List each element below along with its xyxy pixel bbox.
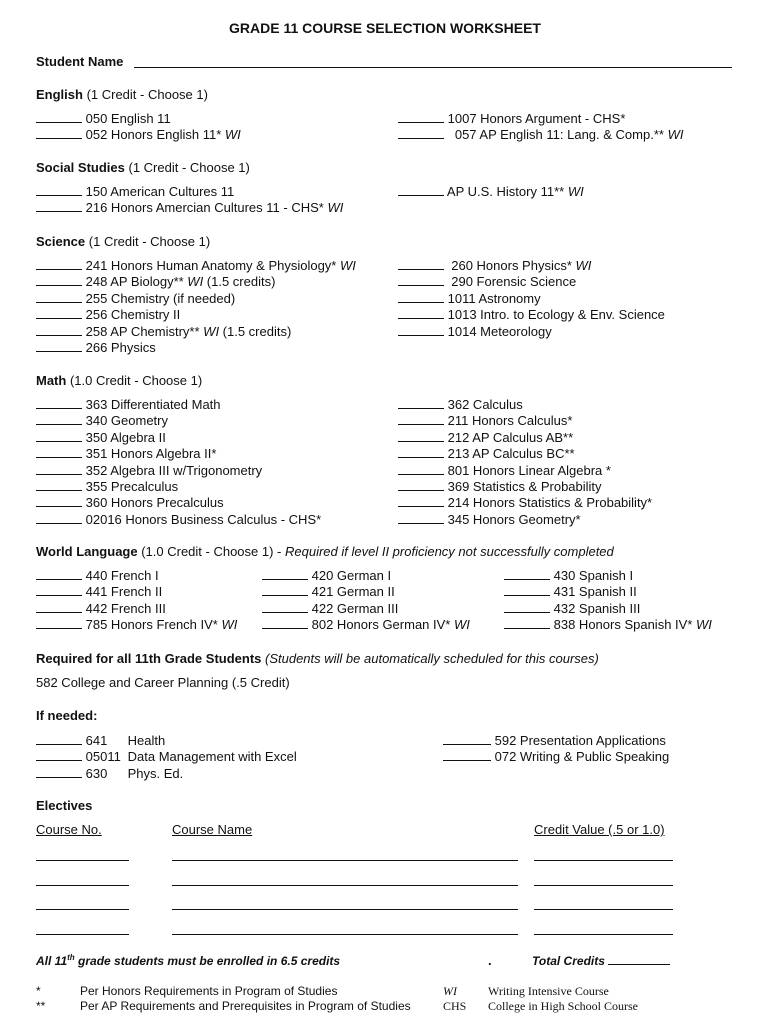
social-course-blank[interactable]: [36, 184, 82, 196]
math-course: [398, 413, 572, 429]
science-course-after: (1.5 credits): [203, 274, 276, 290]
english-course-blank[interactable]: [398, 111, 444, 123]
science-course-blank[interactable]: [36, 291, 82, 303]
spanish-course: [504, 617, 712, 633]
science-course-wi: WI: [339, 258, 356, 273]
math-course-blank[interactable]: [398, 413, 444, 425]
student-name-label: Student Name: [36, 54, 124, 69]
english-course-label: 052 Honors English 11*: [85, 127, 225, 143]
language-heading-title: World Language: [36, 544, 138, 559]
english-course-label: 050 English 11: [85, 111, 171, 126]
math-course: [398, 479, 602, 495]
math-course-blank[interactable]: [36, 463, 82, 475]
math-course-label: 214 Honors Statistics & Probability*: [447, 495, 653, 511]
elective-course-name-field[interactable]: [172, 885, 518, 886]
social-course: [36, 200, 343, 216]
social-course: [36, 184, 234, 200]
spanish-course-blank[interactable]: [504, 601, 550, 613]
math-course-blank[interactable]: [36, 512, 82, 524]
student-name-field[interactable]: [134, 67, 732, 68]
science-course: [36, 258, 356, 274]
if-needed-course-blank[interactable]: [36, 733, 82, 745]
elective-course-no-field[interactable]: [36, 885, 129, 886]
social-course-wi: WI: [327, 200, 344, 216]
math-course-label: 355 Precalculus: [85, 479, 179, 494]
social-course-label: 150 American Cultures 11: [85, 184, 235, 199]
if-needed-course: [443, 733, 666, 749]
science-course-blank[interactable]: [398, 258, 444, 270]
german-course-blank[interactable]: [262, 584, 308, 596]
legend-desc: College in High School Course: [488, 999, 638, 1013]
science-course-label: 1011 Astronomy: [447, 290, 541, 306]
english-heading: [36, 87, 208, 103]
if-needed-course-label: 592 Presentation Applications: [494, 733, 666, 748]
math-course-label: 360 Honors Precalculus: [85, 495, 224, 511]
if-needed-course-blank[interactable]: [443, 749, 491, 761]
science-course-after: (1.5 credits): [219, 323, 292, 339]
math-course-blank[interactable]: [36, 495, 82, 507]
science-course-label: 256 Chemistry II: [85, 307, 181, 323]
math-course-label: 212 AP Calculus AB**: [447, 429, 574, 445]
science-course-blank[interactable]: [36, 307, 82, 319]
spanish-course-label: 431 Spanish II: [553, 584, 637, 600]
science-course-label: 290 Forensic Science: [447, 274, 577, 290]
spanish-course-blank[interactable]: [504, 568, 550, 580]
social-course-label: 216 Honors Amercian Cultures 11 - CHS*: [85, 200, 328, 216]
enrollment-note: [36, 953, 340, 969]
math-course: [398, 430, 573, 446]
legend-desc: Writing Intensive Course: [488, 984, 609, 998]
total-credits: [532, 953, 670, 969]
french-course-blank[interactable]: [36, 584, 82, 596]
if-needed-course: [36, 749, 297, 765]
math-course-label: 352 Algebra III w/Trigonometry: [85, 462, 263, 478]
science-course: [398, 291, 541, 307]
if-needed-course: [36, 766, 183, 782]
science-heading-title: Science: [36, 234, 86, 249]
math-course-label: 351 Honors Algebra II*: [85, 446, 217, 462]
math-course-blank[interactable]: [398, 512, 444, 524]
science-course-label: 1014 Meteorology: [447, 323, 552, 339]
math-course-label: 345 Honors Geometry*: [447, 511, 581, 527]
science-course: [398, 258, 591, 274]
required-note: (Students will be automatically scheduled for this courses): [261, 651, 599, 666]
math-course: [36, 430, 166, 446]
french-course: [36, 584, 162, 600]
social-course-blank[interactable]: [398, 184, 444, 196]
science-course-blank[interactable]: [398, 274, 444, 286]
language-heading: [36, 544, 614, 560]
math-course-blank[interactable]: [36, 430, 82, 442]
if-needed-course-label: 072 Writing & Public Speaking: [494, 749, 670, 765]
math-course-blank[interactable]: [398, 430, 444, 442]
english-course: [398, 111, 625, 127]
math-course-label: 211 Honors Calculus*: [447, 413, 573, 429]
science-course: [398, 307, 665, 323]
english-course-label: 1007 Honors Argument - CHS*: [447, 111, 626, 126]
elective-credit-field[interactable]: [534, 885, 673, 886]
science-course-blank[interactable]: [36, 340, 82, 352]
science-heading: [36, 234, 210, 250]
math-course-label: 362 Calculus: [447, 397, 523, 412]
math-course-blank[interactable]: [398, 397, 444, 409]
total-credits-field[interactable]: [608, 954, 670, 965]
science-course-label: 258 AP Chemistry**: [85, 323, 204, 339]
legend-abbr: WI: [443, 984, 457, 998]
legend-abbr: CHS: [443, 999, 467, 1013]
math-course-blank[interactable]: [36, 397, 82, 409]
german-course-blank[interactable]: [262, 617, 308, 629]
french-course-label: 442 French III: [85, 600, 166, 616]
spanish-course-blank[interactable]: [504, 617, 550, 629]
french-course-blank[interactable]: [36, 617, 82, 629]
spanish-course-blank[interactable]: [504, 584, 550, 596]
science-course: [398, 274, 576, 290]
spanish-course: [504, 584, 637, 600]
page-title: GRADE 11 COURSE SELECTION WORKSHEET: [229, 20, 541, 36]
science-course-wi: WI: [575, 258, 592, 273]
math-course-blank[interactable]: [398, 495, 444, 507]
math-course-label: 213 AP Calculus BC**: [447, 446, 575, 462]
french-course-label: 441 French II: [85, 584, 163, 600]
english-course-label: 057 AP English 11: Lang. & Comp.**: [447, 127, 668, 143]
electives-col-credit: Credit Value (.5 or 1.0): [534, 822, 665, 837]
science-course-blank[interactable]: [36, 258, 82, 270]
math-course: [398, 495, 652, 511]
math-course: [36, 479, 178, 495]
french-course-blank[interactable]: [36, 568, 82, 580]
science-course-label: 248 AP Biology**: [85, 274, 188, 290]
if-needed-heading: If needed:: [36, 708, 98, 723]
science-course-wi: WI: [203, 323, 220, 339]
math-course: [398, 397, 523, 413]
social-heading-title: Social Studies: [36, 160, 125, 175]
french-course: [36, 617, 237, 633]
german-course: [262, 601, 398, 617]
french-course-label: 440 French I: [85, 568, 159, 583]
if-needed-course: [443, 749, 669, 765]
math-course-blank[interactable]: [398, 446, 444, 458]
math-course-label: 02016 Honors Business Calculus - CHS*: [85, 511, 322, 527]
social-heading: [36, 160, 250, 176]
english-course: [36, 127, 241, 143]
science-heading-note: (1 Credit - Choose 1): [85, 234, 211, 249]
if-needed-course-blank[interactable]: [443, 733, 491, 745]
if-needed-course-blank[interactable]: [36, 766, 82, 778]
electives-col-course-no: Course No.: [36, 822, 102, 837]
spanish-course-label: 838 Honors Spanish IV*: [553, 617, 696, 633]
science-course-blank[interactable]: [36, 274, 82, 286]
math-heading-note: (1.0 Credit - Choose 1): [66, 373, 203, 388]
science-course: [36, 324, 291, 340]
science-course-label: 266 Physics: [85, 340, 156, 355]
if-needed-course-blank[interactable]: [36, 749, 82, 761]
enroll-sup: th: [67, 953, 75, 962]
course-code: 630: [85, 765, 108, 781]
french-course-blank[interactable]: [36, 601, 82, 613]
math-course: [36, 495, 224, 511]
math-course-blank[interactable]: [398, 463, 444, 475]
required-heading: [36, 651, 599, 667]
elective-course-name-field[interactable]: [172, 934, 518, 935]
science-course-label: 1013 Intro. to Ecology & Env. Science: [447, 307, 665, 323]
french-course-label: 785 Honors French IV*: [85, 617, 222, 633]
math-course-blank[interactable]: [36, 446, 82, 458]
enroll-pre: All 11: [36, 954, 68, 968]
science-course-blank[interactable]: [398, 307, 444, 319]
math-heading-title: Math: [36, 373, 67, 388]
social-course: [398, 184, 584, 200]
language-heading-note-italic: Required if level II proficiency not successfully completed: [285, 544, 614, 559]
english-course-blank[interactable]: [36, 111, 82, 123]
math-course-blank[interactable]: [398, 479, 444, 491]
german-course: [262, 617, 470, 633]
elective-course-no-field[interactable]: [36, 860, 129, 861]
course-code: 05011: [85, 749, 121, 765]
german-course: [262, 568, 391, 584]
english-course-blank[interactable]: [398, 127, 444, 139]
elective-credit-field[interactable]: [534, 860, 673, 861]
science-course: [36, 307, 180, 323]
science-course-wi: WI: [187, 274, 204, 290]
math-course: [398, 446, 575, 462]
spanish-course: [504, 601, 640, 617]
english-course-wi: WI: [667, 127, 684, 143]
english-course-blank[interactable]: [36, 127, 82, 139]
math-course: [36, 463, 262, 479]
elective-credit-field[interactable]: [534, 909, 673, 910]
elective-course-name-field[interactable]: [172, 860, 518, 861]
math-course-label: 369 Statistics & Probability: [447, 479, 602, 494]
math-course-label: 363 Differentiated Math: [85, 397, 221, 412]
math-course: [36, 397, 221, 413]
math-course: [36, 512, 321, 528]
science-course-blank[interactable]: [398, 324, 444, 336]
science-course-label: 260 Honors Physics*: [447, 258, 576, 273]
german-course-wi: WI: [453, 617, 470, 633]
math-course-blank[interactable]: [36, 479, 82, 491]
elective-course-no-field[interactable]: [36, 909, 129, 910]
total-credits-label: Total Credits: [532, 954, 609, 968]
german-course-blank[interactable]: [262, 568, 308, 580]
math-course-blank[interactable]: [36, 413, 82, 425]
german-course-label: 421 German II: [311, 584, 395, 600]
electives-col-course-name: Course Name: [172, 822, 253, 837]
social-course-blank[interactable]: [36, 200, 82, 212]
english-course: [36, 111, 171, 127]
german-course-label: 420 German I: [311, 568, 392, 583]
math-course: [36, 446, 216, 462]
science-course: [36, 291, 235, 307]
math-course-label: 340 Geometry: [85, 413, 168, 429]
french-course: [36, 568, 159, 584]
english-course: [398, 127, 683, 143]
spanish-course: [504, 568, 633, 584]
science-course-blank[interactable]: [398, 291, 444, 303]
electives-heading: Electives: [36, 798, 93, 813]
english-course-wi: WI: [224, 127, 241, 143]
if-needed-course: [36, 733, 165, 749]
english-heading-note: (1 Credit - Choose 1): [82, 87, 208, 102]
course-name: Data Management with Excel: [127, 749, 297, 765]
math-course: [398, 512, 581, 528]
french-course-wi: WI: [221, 617, 238, 633]
elective-course-no-field[interactable]: [36, 934, 129, 935]
science-course: [36, 274, 275, 290]
science-course-label: 255 Chemistry (if needed): [85, 290, 236, 306]
science-course-blank[interactable]: [36, 324, 82, 336]
german-course-label: 422 German III: [311, 600, 399, 616]
german-course: [262, 584, 395, 600]
legend-text: Per Honors Requirements in Program of Studies: [80, 984, 338, 998]
language-heading-note: (1.0 Credit - Choose 1) -: [137, 544, 285, 559]
french-course: [36, 601, 166, 617]
course-name: Phys. Ed.: [127, 765, 184, 781]
spanish-course-label: 432 Spanish III: [553, 600, 641, 616]
enroll-post: grade students must be enrolled in 6.5 credits: [74, 954, 341, 968]
german-course-blank[interactable]: [262, 601, 308, 613]
math-course-label: 801 Honors Linear Algebra *: [447, 462, 611, 478]
science-course: [36, 340, 156, 356]
science-course-label: 241 Honors Human Anatomy & Physiology*: [85, 258, 340, 273]
social-course-wi: WI: [567, 184, 584, 199]
elective-course-name-field[interactable]: [172, 909, 518, 910]
spanish-course-label: 430 Spanish I: [553, 568, 634, 583]
social-heading-note: (1 Credit - Choose 1): [124, 160, 250, 175]
required-title: Required for all 11th Grade Students: [36, 651, 262, 666]
elective-credit-field[interactable]: [534, 934, 673, 935]
math-course: [398, 463, 611, 479]
legend-text: Per AP Requirements and Prerequisites in Program of Studies: [80, 999, 411, 1013]
english-heading-title: English: [36, 87, 83, 102]
science-course: [398, 324, 552, 340]
course-code: 641: [85, 733, 108, 748]
footer-dot: .: [488, 953, 492, 968]
social-course-label: AP U.S. History 11**: [446, 184, 568, 199]
math-course-label: 350 Algebra II: [85, 429, 166, 445]
required-course: 582 College and Career Planning (.5 Credit): [36, 675, 290, 690]
math-heading: [36, 373, 202, 389]
german-course-label: 802 Honors German IV*: [311, 617, 454, 633]
legend-symbol: *: [36, 984, 41, 998]
spanish-course-wi: WI: [696, 617, 712, 633]
course-name: Health: [127, 733, 166, 748]
legend-symbol: **: [36, 999, 46, 1013]
math-course: [36, 413, 168, 429]
